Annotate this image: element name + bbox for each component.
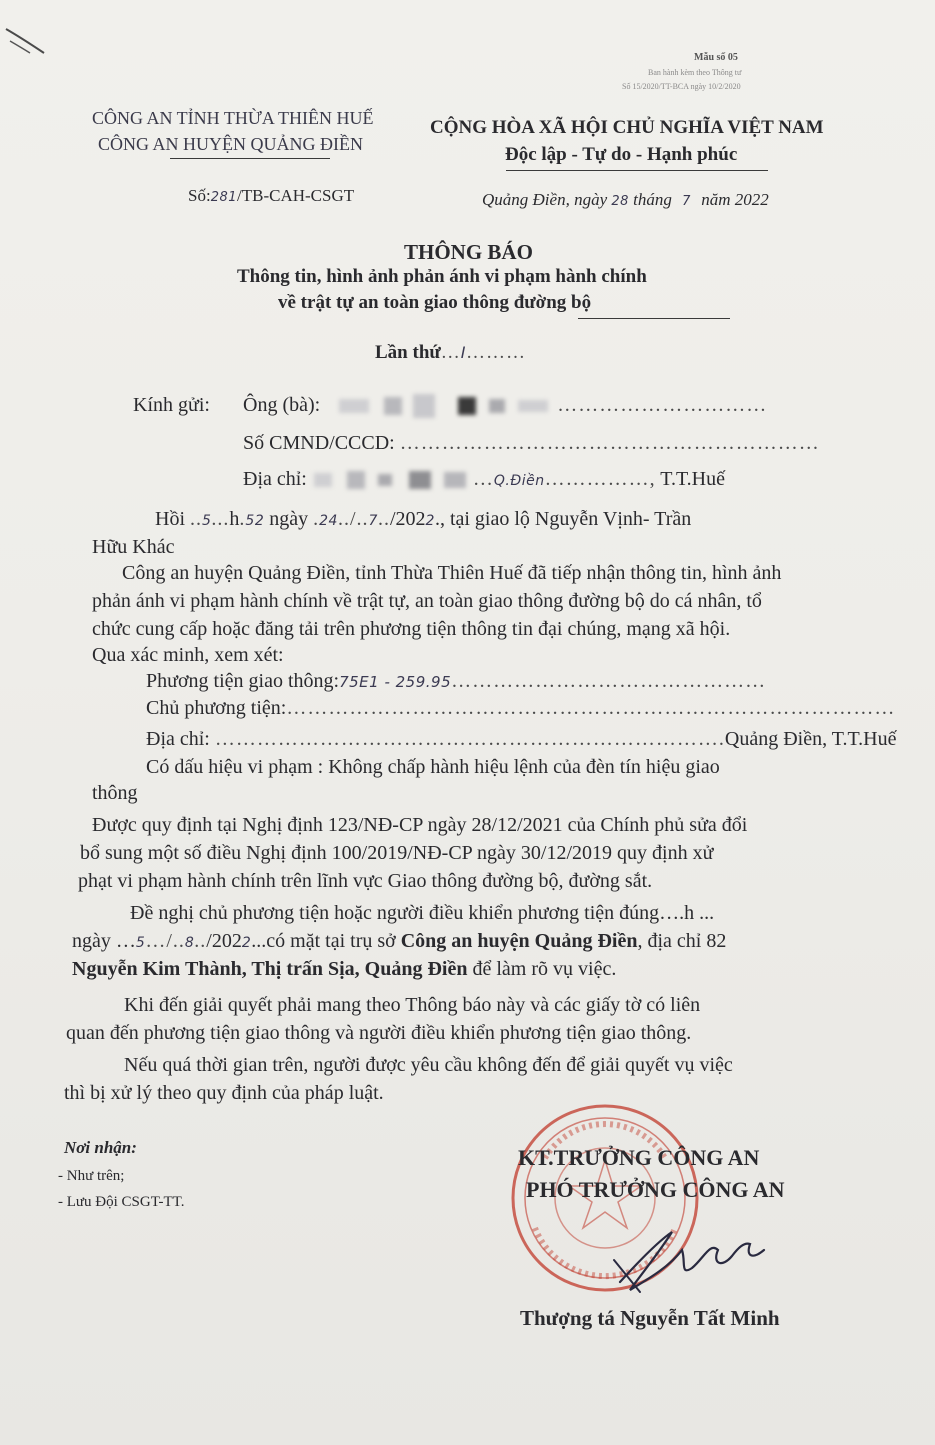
redacted-address-3 (378, 474, 392, 486)
legal-line2: bổ sung một số điều Nghị định 100/2019/NĐ-CP ngày 30/12/2019 quy định xử (80, 842, 714, 864)
date-month: 7 (682, 194, 691, 209)
agency-line2: CÔNG AN HUYỆN QUẢNG ĐIỀN (98, 134, 363, 154)
kinh-gui-label: Kính gửi: (133, 394, 210, 416)
doc-no-hand: 281 (210, 190, 238, 205)
request-ngay: ngày … (72, 930, 136, 952)
request-address: Nguyễn Kim Thành, Thị trấn Sịa, Quảng Điền (72, 958, 468, 980)
redacted-name-6 (518, 400, 548, 412)
request-year-hand: 2 (241, 935, 252, 951)
request-address-label: , địa chỉ 82 (637, 930, 727, 952)
legal-line3: phạt vi phạm hành chính trên lĩnh vực Giao thông đường bộ, đường sắt. (78, 870, 653, 892)
request-purpose: để làm rõ vụ việc. (472, 958, 617, 980)
violation-line2: thông (92, 782, 138, 804)
recipients-title: Nơi nhận: (64, 1138, 137, 1157)
owner-label: Chủ phương tiện: (146, 697, 287, 719)
date-year: năm 2022 (701, 190, 769, 209)
signer-name: Thượng tá Nguyễn Tất Minh (520, 1306, 780, 1330)
motto-underline (506, 170, 768, 171)
hoi-year-hand: 2 (425, 513, 435, 529)
address-dots: ……………, (544, 468, 656, 490)
hoi-place: tại giao lộ Nguyễn Vịnh- Trần (449, 508, 692, 530)
redacted-name-5 (489, 399, 505, 413)
address-end: T.T.Huế (660, 468, 726, 490)
h-label: h (229, 508, 240, 530)
vehicle-plate: 75E1 - 259.95 (339, 673, 452, 691)
owner-row (146, 697, 895, 720)
hoi-day: 24 (319, 513, 338, 529)
owner-address-row (146, 728, 897, 751)
hoi-label: Hồi (155, 508, 185, 530)
doc-no-suffix: /TB-CAH-CSGT (237, 186, 355, 205)
request-present: ...có mặt tại trụ sở (251, 930, 396, 952)
request-line3 (72, 958, 616, 981)
address-row: Địa chỉ: …Q.Điền……………, T.T.Huế (243, 468, 726, 490)
ngay-label: ngày (269, 508, 309, 530)
vehicle-dots: ……………………………………… (451, 670, 767, 692)
agency-line1: CÔNG AN TỈNH THỪA THIÊN HUẾ (92, 108, 374, 128)
para1-line2: phản ánh vi phạm hành chính về trật tự, an toàn giao thông đường bộ do cá nhân, tổ (92, 590, 762, 612)
owner-address-end: Quảng Điền, T.T.Huế (724, 728, 897, 750)
ong-ba-dots: ………………………… (557, 394, 768, 416)
violation-line1: Có dấu hiệu vi phạm : Không chấp hành hiệu lệnh của đèn tín hiệu giao (146, 756, 720, 778)
document-title: THÔNG BÁO (404, 240, 533, 264)
para1-line1: Công an huyện Quảng Điền, tỉnh Thừa Thiên Huế đã tiếp nhận thông tin, hình ảnh (122, 562, 782, 584)
subtitle-line1: Thông tin, hình ảnh phản ánh vi phạm hành chính (237, 266, 647, 287)
request-agency: Công an huyện Quảng Điền (400, 930, 638, 952)
ong-ba-label: Ông (bà): (243, 394, 321, 416)
lan-thu-label: Lần thứ (375, 342, 441, 363)
redacted-address-5 (444, 472, 466, 488)
issue-count: Lần thứ…I……… (375, 342, 527, 363)
bring-line2: quan đến phương tiện giao thông và người điều khiển phương tiện giao thông. (66, 1022, 692, 1044)
hoi-hour: 5 (202, 513, 212, 529)
subtitle-line2: về trật tự an toàn giao thông đường bộ (278, 292, 592, 313)
para1-line3: chức cung cấp hoặc đăng tải trên phương tiện thông tin đại chúng, mạng xã hội. (92, 618, 731, 640)
date-day: 28 (611, 194, 629, 209)
redacted-name-3 (413, 394, 435, 418)
redacted-address-2 (347, 471, 365, 489)
cmnd-dots: …………………………………………………… (399, 432, 820, 454)
verification-label: Qua xác minh, xem xét: (92, 644, 284, 666)
deadline-line1: Nếu quá thời gian trên, người được yêu cầu không đến để giải quyết vụ việc (124, 1054, 733, 1076)
deadline-line2: thì bị xử lý theo quy định của pháp luật. (64, 1082, 384, 1104)
redacted-name-2 (384, 397, 402, 415)
cmnd-label: Số CMND/CCCD: (243, 432, 395, 454)
request-day: 5 (135, 935, 146, 951)
agency-underline (170, 158, 330, 159)
cmnd-row (243, 432, 820, 455)
title-underline (578, 318, 730, 319)
address-label: Địa chỉ: (243, 468, 307, 490)
lan-thu-dots: ……… (466, 342, 527, 363)
nation-motto: Độc lập - Tự do - Hạnh phúc (505, 144, 738, 165)
redacted-name-4 (458, 397, 476, 415)
hoi-month: 7 (368, 513, 378, 529)
owner-address-dots: ………………………………………………………………. (214, 728, 725, 750)
signer-authority: KT.TRƯỞNG CÔNG AN (518, 1145, 760, 1170)
form-issued-line1: Ban hành kèm theo Thông tư (648, 68, 742, 77)
owner-dots: …………………………………………………………………………… (286, 697, 896, 719)
request-year-pre: /202 (206, 930, 242, 952)
lan-thu-hand: I (460, 343, 467, 362)
request-line2: ngày …5…/..8../2022...có mặt tại trụ sở Công an huyện Quảng Điền, địa chỉ 82 (72, 930, 727, 952)
vehicle-label: Phương tiện giao thông: (146, 670, 340, 692)
form-issued-line2: Số 15/2020/TT-BCA ngày 10/2/2020 (622, 82, 741, 91)
hoi-place-2: Hữu Khác (92, 536, 175, 558)
issue-date (482, 190, 769, 210)
nation-title: CỘNG HÒA XÃ HỘI CHỦ NGHĨA VIỆT NAM (430, 117, 824, 138)
vehicle-row (146, 670, 766, 693)
redacted-address-1 (314, 473, 332, 487)
doc-no-prefix: Số: (188, 186, 211, 205)
owner-address-label: Địa chỉ: (146, 728, 210, 750)
signature (600, 1220, 790, 1300)
address-hand: Q.Điền (493, 473, 545, 489)
request-line1: Đề nghị chủ phương tiện hoặc người điều khiển phương tiện đúng….h ... (130, 902, 715, 924)
hoi-minute: 52 (245, 513, 265, 529)
document-number (188, 186, 354, 206)
redacted-address-4 (409, 471, 431, 489)
hoi-year-pre: /202 (389, 508, 426, 530)
bring-line1: Khi đến giải quyết phải mang theo Thông báo này và các giấy tờ có liên (124, 994, 701, 1016)
corner-mark (0, 15, 60, 65)
request-month: 8 (184, 935, 195, 951)
signer-position: PHÓ TRƯỞNG CÔNG AN (526, 1177, 785, 1202)
time-place-line: Hồi ..5...h.52 ngày .24../..7../2022., tại giao lộ Nguyễn Vịnh- Trần (155, 508, 692, 530)
date-month-label: tháng (633, 190, 672, 209)
ong-ba-row (243, 394, 767, 418)
recipient-2: - Lưu Đội CSGT-TT. (58, 1194, 185, 1210)
recipient-1: - Như trên; (58, 1168, 125, 1184)
form-number: Mẫu số 05 (694, 52, 738, 63)
legal-line1: Được quy định tại Nghị định 123/NĐ-CP ngày 28/12/2021 của Chính phủ sửa đổi (92, 814, 748, 836)
redacted-name-1 (339, 399, 369, 413)
date-place: Quảng Điền, ngày (482, 190, 608, 209)
